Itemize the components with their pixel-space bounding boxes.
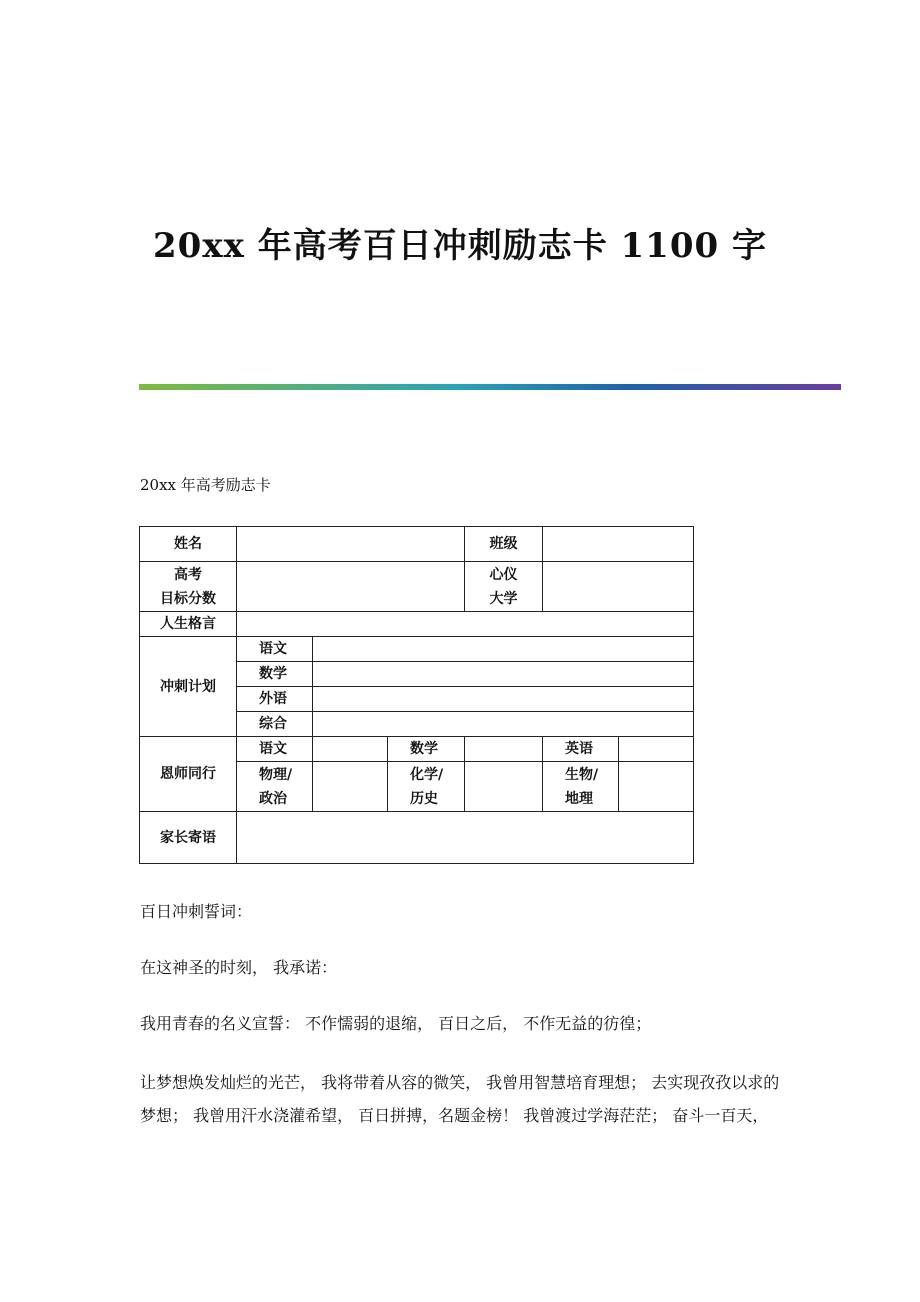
name-value-cell xyxy=(237,527,465,562)
target-score-value-cell xyxy=(237,562,465,612)
motivation-card-table xyxy=(139,526,694,864)
class-label: 班级 xyxy=(465,527,543,562)
sprint-subject-foreign-language: 外语 xyxy=(237,687,313,712)
oath-intro: 在这神圣的时刻， 我承诺： xyxy=(140,958,338,977)
motto-label: 人生格言 xyxy=(140,612,237,637)
sprint-plan-cell xyxy=(313,662,694,687)
oath-line-1: 我用青春的名义宣誓： 不作懦弱的退缩， 百日之后， 不作无益的彷徨； xyxy=(140,1014,652,1033)
mentor-value-cell xyxy=(313,762,388,812)
class-value-cell xyxy=(543,527,694,562)
sprint-subject-math: 数学 xyxy=(237,662,313,687)
mentor-subject-physics-politics: 物理/ 政治 xyxy=(237,762,313,812)
mentor-subject-chemistry-history: 化学/ 历史 xyxy=(388,762,465,812)
mentor-value-cell xyxy=(465,737,543,762)
sprint-plan-cell xyxy=(313,687,694,712)
sprint-subject-chinese: 语文 xyxy=(237,637,313,662)
mentor-subject-english: 英语 xyxy=(543,737,619,762)
sprint-plan-cell xyxy=(313,712,694,737)
sprint-plan-label: 冲刺计划 xyxy=(140,637,237,737)
target-score-label: 高考 目标分数 xyxy=(140,562,237,612)
parent-message-label: 家长寄语 xyxy=(140,812,237,864)
mentor-value-cell xyxy=(313,737,388,762)
mentor-value-cell xyxy=(619,762,694,812)
mentor-subject-chinese: 语文 xyxy=(237,737,313,762)
mentor-subject-biology-geography: 生物/ 地理 xyxy=(543,762,619,812)
motto-value-cell xyxy=(237,612,694,637)
mentor-label: 恩师同行 xyxy=(140,737,237,812)
dream-university-value-cell xyxy=(543,562,694,612)
name-label: 姓名 xyxy=(140,527,237,562)
sprint-plan-cell xyxy=(313,637,694,662)
mentor-value-cell xyxy=(619,737,694,762)
oath-heading: 百日冲刺誓词： xyxy=(140,902,253,921)
oath-paragraph: 让梦想焕发灿烂的光芒， 我将带着从容的微笑， 我曾用智慧培育理想； 去实现孜孜以求的梦想； 我曾用汗水浇灌希望， 百日拼搏，名题金榜！ 我曾渡过学海茫茫； 奋斗一百天， xyxy=(140,1073,780,1125)
page-title: 20xx 年高考百日冲刺励志卡 1100 字 xyxy=(153,226,767,266)
title-divider xyxy=(139,384,841,390)
mentor-value-cell xyxy=(465,762,543,812)
card-subtitle: 20xx 年高考励志卡 xyxy=(140,476,271,494)
mentor-subject-math: 数学 xyxy=(388,737,465,762)
parent-message-cell xyxy=(237,812,694,864)
sprint-subject-comprehensive: 综合 xyxy=(237,712,313,737)
dream-university-label: 心仪 大学 xyxy=(465,562,543,612)
